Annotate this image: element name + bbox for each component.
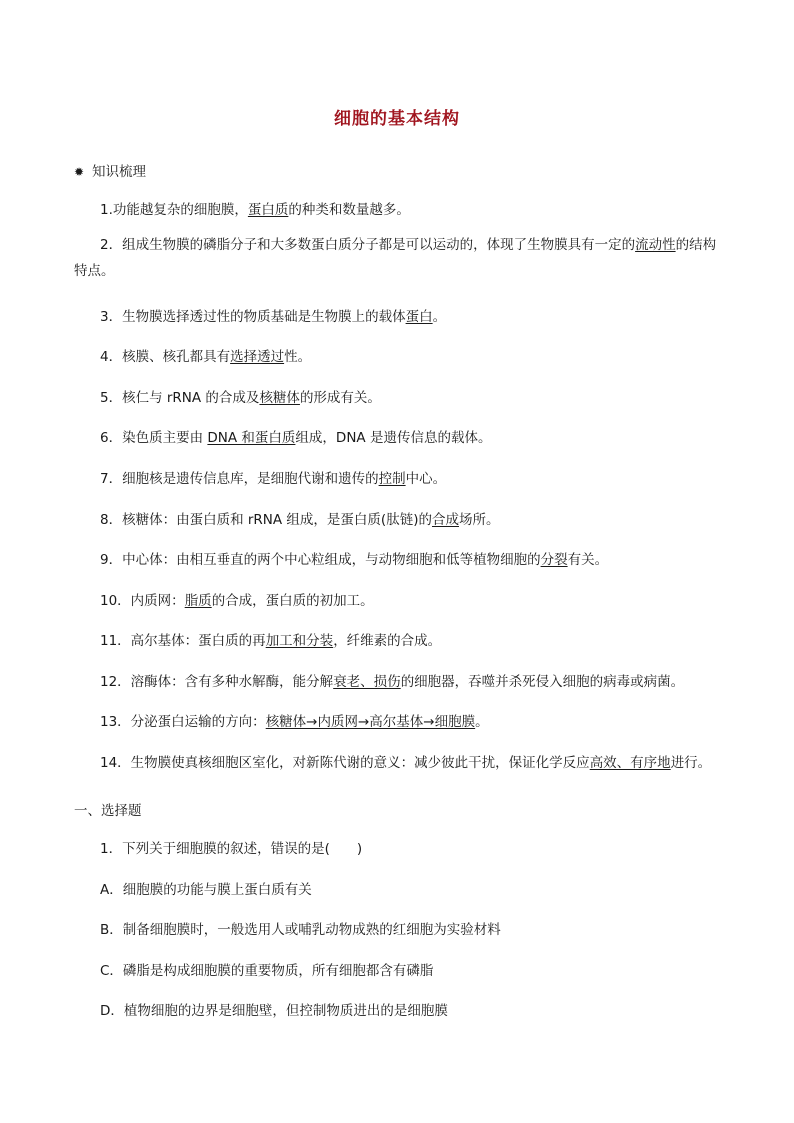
knowledge-item-13: 13．分泌蛋白运输的方向：核糖体→内质网→高尔基体→细胞膜。 bbox=[100, 714, 489, 730]
knowledge-item-11: 11．高尔基体：蛋白质的再加工和分装，纤维素的合成。 bbox=[100, 633, 442, 649]
knowledge-item-8: 8．核糖体：由蛋白质和 rRNA 组成，是蛋白质(肽链)的合成场所。 bbox=[100, 512, 500, 528]
option-a: A．细胞膜的功能与膜上蛋白质有关 bbox=[100, 882, 312, 898]
knowledge-heading bbox=[74, 160, 146, 180]
knowledge-heading-text: 知识梳理 bbox=[92, 164, 146, 180]
question-1: 1．下列关于细胞膜的叙述，错误的是( ) bbox=[100, 841, 363, 857]
option-c: C．磷脂是构成细胞膜的重要物质，所有细胞都含有磷脂 bbox=[100, 963, 434, 979]
page-title: 细胞的基本结构 bbox=[334, 109, 460, 129]
knowledge-item-9: 9．中心体：由相互垂直的两个中心粒组成，与动物细胞和低等植物细胞的分裂有关。 bbox=[100, 552, 609, 568]
knowledge-item-6: 6．染色质主要由 DNA 和蛋白质组成，DNA 是遗传信息的载体。 bbox=[100, 430, 492, 446]
option-d: D．植物细胞的边界是细胞壁，但控制物质进出的是细胞膜 bbox=[100, 1003, 448, 1019]
knowledge-item-5: 5．核仁与 rRNA 的合成及核糖体的形成有关。 bbox=[100, 390, 381, 406]
knowledge-item-10: 10．内质网：脂质的合成，蛋白质的初加工。 bbox=[100, 593, 374, 609]
knowledge-item-1: 1.功能越复杂的细胞膜，蛋白质的种类和数量越多。 bbox=[100, 202, 410, 218]
sun-bullet-icon: ✹ bbox=[74, 165, 85, 179]
knowledge-item-7: 7．细胞核是遗传信息库，是细胞代谢和遗传的控制中心。 bbox=[100, 471, 447, 487]
knowledge-item-4: 4．核膜、核孔都具有选择透过性。 bbox=[100, 349, 312, 365]
section-heading-choice: 一、选择题 bbox=[74, 803, 142, 819]
knowledge-item-2: 2．组成生物膜的磷脂分子和大多数蛋白质分子都是可以运动的，体现了生物膜具有一定的流动性的结构特点。 bbox=[74, 237, 717, 279]
knowledge-item-3: 3．生物膜选择透过性的物质基础是生物膜上的载体蛋白。 bbox=[100, 309, 447, 325]
knowledge-item-14: 14．生物膜使真核细胞区室化，对新陈代谢的意义：减少彼此干扰，保证化学反应高效、有序地进行。 bbox=[100, 755, 712, 771]
option-b: B．制备细胞膜时，一般选用人或哺乳动物成熟的红细胞为实验材料 bbox=[100, 922, 501, 938]
knowledge-item-12: 12．溶酶体：含有多种水解酶，能分解衰老、损伤的细胞器，吞噬并杀死侵入细胞的病毒或病菌。 bbox=[100, 674, 685, 690]
